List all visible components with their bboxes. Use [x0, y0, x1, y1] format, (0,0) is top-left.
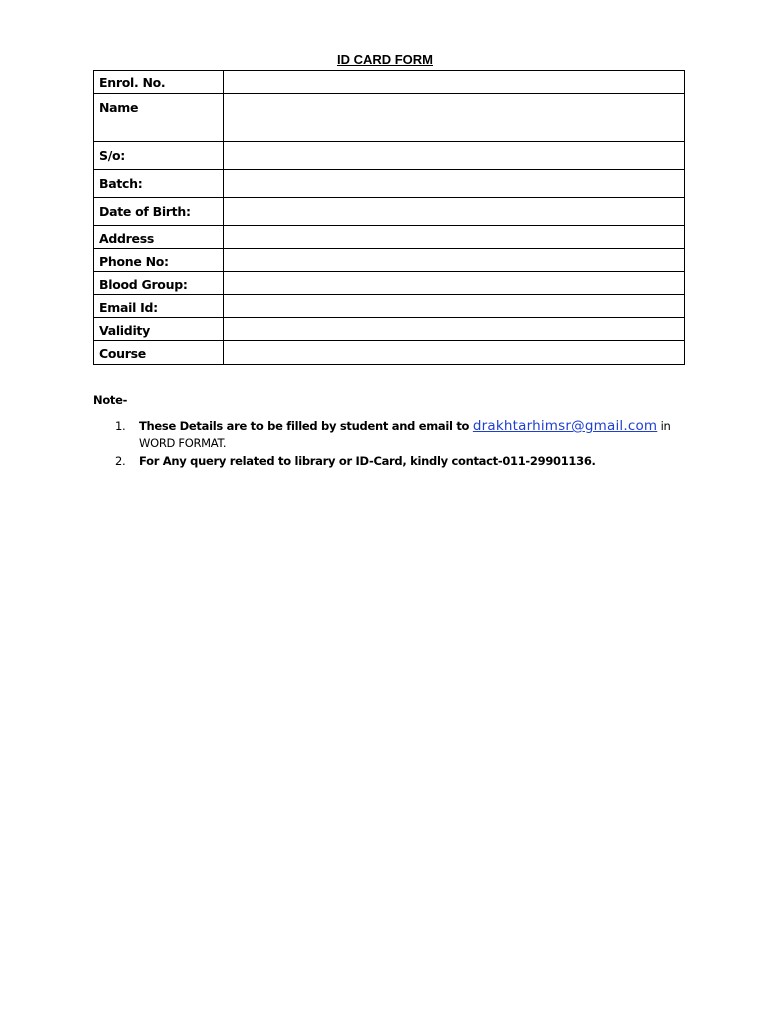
- address-field[interactable]: [224, 226, 685, 249]
- name-field[interactable]: [224, 94, 685, 142]
- field-label: Enrol. No.: [94, 71, 224, 94]
- validity-field[interactable]: [224, 318, 685, 341]
- field-label: Course: [94, 341, 224, 365]
- note-text-format: WORD FORMAT.: [139, 436, 227, 450]
- form-row-course: [94, 341, 685, 365]
- phone-no-field[interactable]: [224, 249, 685, 272]
- note-item: [112, 453, 692, 470]
- note-list: [112, 418, 692, 470]
- form-row-so: [94, 142, 685, 170]
- form-row-blood-group: [94, 272, 685, 295]
- field-label: Address: [94, 226, 224, 249]
- form-row-email-id: [94, 295, 685, 318]
- field-label: Batch:: [94, 170, 224, 198]
- field-label: Email Id:: [94, 295, 224, 318]
- note-item: [112, 418, 692, 452]
- note-number: 2.: [115, 454, 126, 468]
- form-row-name: [94, 94, 685, 142]
- note-text: For Any query related to library or ID-Card, kindly contact-011-29901136.: [139, 454, 596, 468]
- field-label: Blood Group:: [94, 272, 224, 295]
- so-field[interactable]: [224, 142, 685, 170]
- form-row-enrol-no: [94, 71, 685, 94]
- field-label: Date of Birth:: [94, 198, 224, 226]
- field-label: Name: [94, 94, 224, 142]
- note-heading: Note-: [93, 393, 128, 407]
- note-text-suffix: in: [657, 419, 671, 433]
- form-row-date-of-birth: [94, 198, 685, 226]
- email-link[interactable]: drakhtarhimsr@gmail.com: [472, 418, 658, 434]
- enrol-no-field[interactable]: [224, 71, 685, 94]
- form-title: ID CARD FORM: [336, 52, 434, 67]
- field-label: S/o:: [94, 142, 224, 170]
- email-id-field[interactable]: [224, 295, 685, 318]
- blood-group-field[interactable]: [224, 272, 685, 295]
- field-label: Phone No:: [94, 249, 224, 272]
- id-card-form-table: [93, 70, 685, 365]
- batch-field[interactable]: [224, 170, 685, 198]
- form-row-validity: [94, 318, 685, 341]
- note-text: These Details are to be filled by student and email to: [139, 419, 473, 433]
- note-number: 1.: [115, 419, 126, 433]
- course-field[interactable]: [224, 341, 685, 365]
- date-of-birth-field[interactable]: [224, 198, 685, 226]
- form-row-address: [94, 226, 685, 249]
- field-label: Validity: [94, 318, 224, 341]
- form-row-batch: [94, 170, 685, 198]
- form-row-phone-no: [94, 249, 685, 272]
